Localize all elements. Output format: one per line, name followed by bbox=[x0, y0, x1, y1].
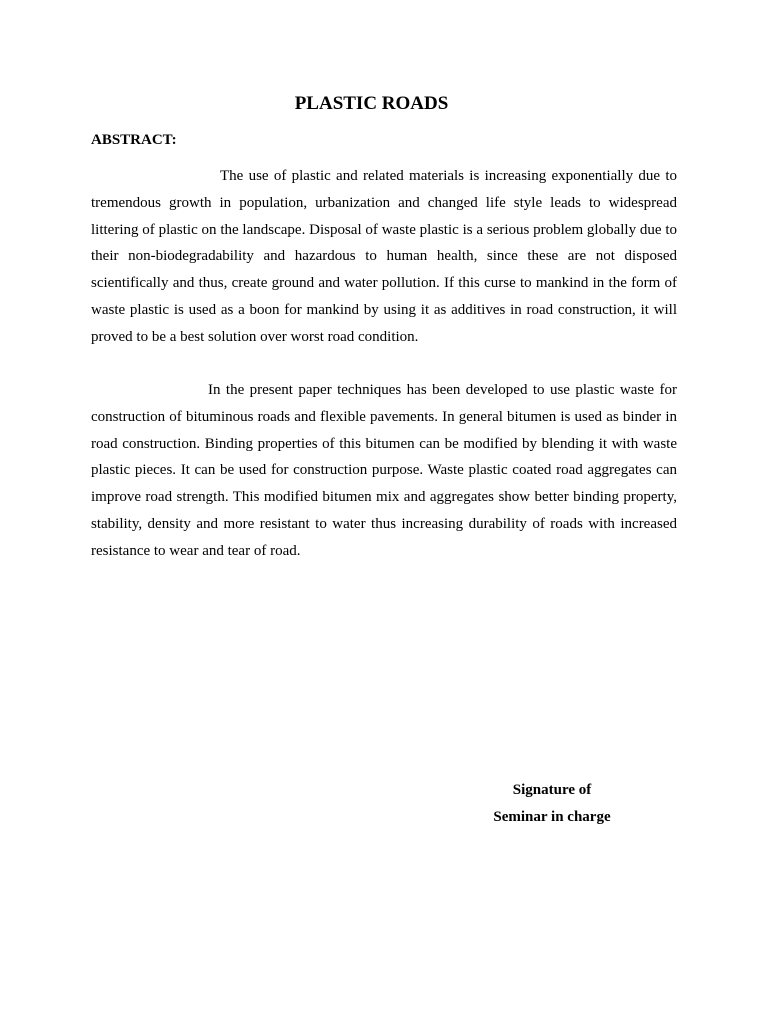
document-title: PLASTIC ROADS bbox=[294, 93, 449, 114]
abstract-paragraph-1: The use of plastic and related materials is increasing exponentially due to tremendous growth in population, urbanization and changed life style leads to widespread littering of plastic on the landscape. Disposal of waste plastic is a serious problem globally due to their non-biodegradability and hazardous to human health, since these are not disposed scientifically and thus, create ground and water pollution. If this curse to mankind in the form of waste plastic is used as a boon for mankind by using it as additives in road construction, it will proved to be a best solution over worst road condition. bbox=[91, 168, 677, 345]
signature-role: Seminar in charge bbox=[493, 809, 611, 825]
abstract-paragraph-2: In the present paper techniques has been developed to use plastic waste for construction of bituminous roads and flexible pavements. In general bitumen is used as binder in road construction. Binding properties of this bitumen can be modified by blending it with waste plastic pieces. It can be used for construction purpose. Waste plastic coated road aggregates can improve road strength. This modified bitumen mix and aggregates show better binding property, stability, density and more resistant to water thus increasing durability of roads with increased resistance to wear and tear of road. bbox=[91, 382, 677, 559]
signature-label: Signature of bbox=[512, 782, 592, 798]
abstract-heading: ABSTRACT: bbox=[91, 132, 177, 148]
